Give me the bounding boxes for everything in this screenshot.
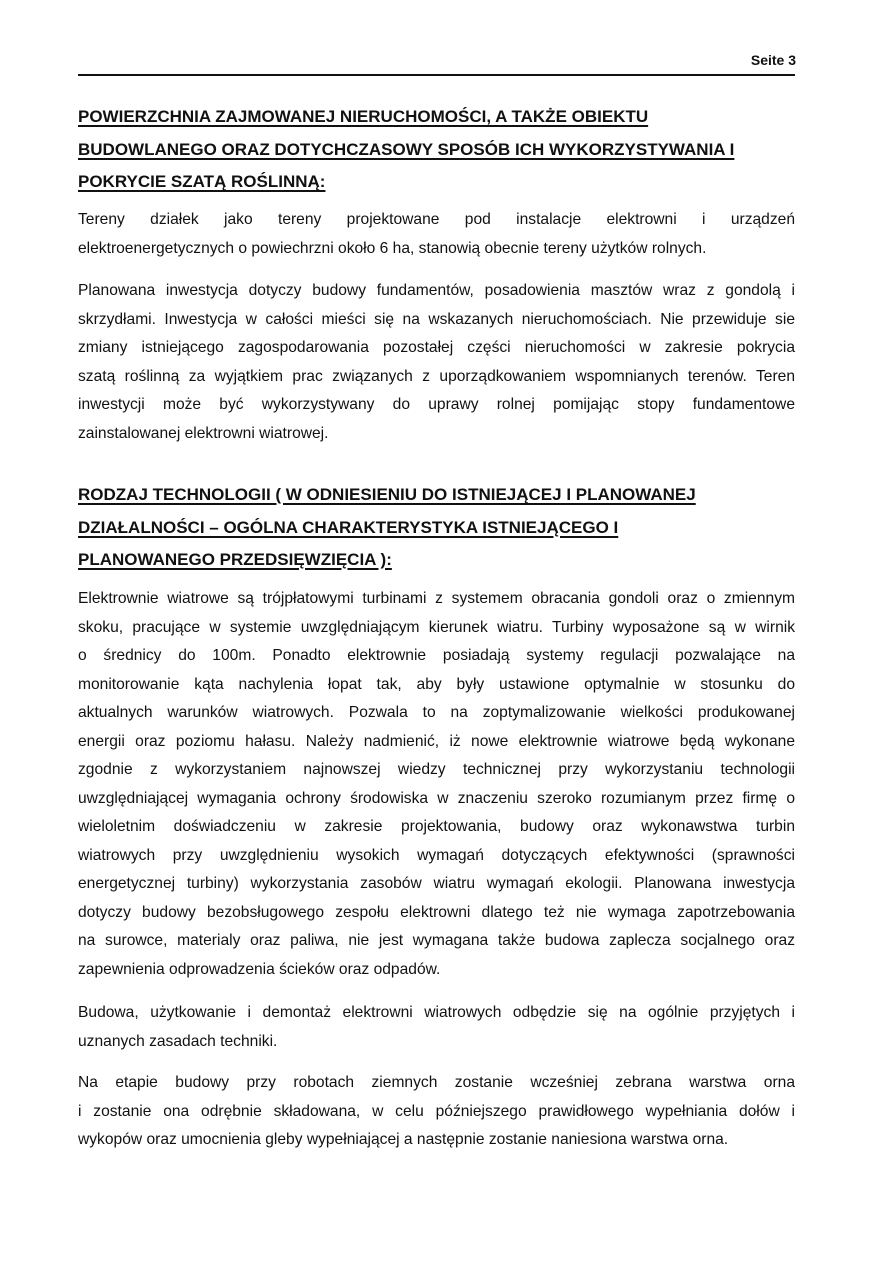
paragraph-line: Planowana inwestycja dotyczy budowy fundamentów, posadowienia masztów wraz z gondolą i xyxy=(78,282,795,299)
paragraph-line: wieloletnim doświadczeniu w zakresie projektowania, budowy oraz wykonawstwa turbin xyxy=(78,818,795,835)
paragraph-line: wykopów oraz umocnienia gleby wypełniającej a następnie zostanie naniesiona warstwa orna. xyxy=(78,1131,729,1148)
paragraph-line: zapewnienia odprowadzenia ścieków oraz odpadów. xyxy=(78,960,441,978)
paragraph xyxy=(78,585,795,984)
paragraph-line: uznanych zasadach techniki. xyxy=(78,1032,278,1050)
heading-text: POWIERZCHNIA ZAJMOWANEJ NIERUCHOMOŚCI, A TAKŻE OBIEKTU xyxy=(78,107,649,126)
paragraph xyxy=(78,277,795,448)
paragraph-line: na surowce, materialy oraz paliwa, nie jest wymagana także budowa zaplecza socjalnego oraz xyxy=(78,932,795,949)
paragraph-line: zainstalowanej elektrowni wiatrowej. xyxy=(78,424,329,442)
paragraph-line: aktualnych warunków wiatrowych. Pozwala to na zoptymalizowanie wielkości produkowanej xyxy=(78,704,795,721)
paragraph-line: uwzględniającej wymagania ochrony środowiska w znaczeniu szeroko rozumianym przez firmę o xyxy=(78,789,795,807)
paragraph-line: skrzydłami. Inwestycja w całości mieści się na wskazanych nieruchomościach. Nie przewiduje sie xyxy=(78,310,795,328)
paragraph-line: szatą roślinną za wyjątkiem prac związanych z uporządkowaniem wspomnianych terenów. Teren xyxy=(78,367,795,385)
heading-line xyxy=(78,134,795,167)
header-rule xyxy=(78,74,795,76)
heading-text: BUDOWLANEGO ORAZ DOTYCHCZASOWY SPOSÓB ICH WYKORZYSTYWANIA I xyxy=(78,139,735,159)
paragraph-line: elektroenergetycznych o powiechrzni około 6 ha, stanowią obecnie tereny użytków rolnych. xyxy=(78,239,707,257)
paragraph-line: inwestycji może być wykorzystywany do uprawy rolnej pomijając stopy fundamentowe xyxy=(78,396,795,413)
paragraph-line: zgodnie z wykorzystaniem najnowszej wiedzy technicznej przy wykorzystaniu technologii xyxy=(78,761,795,778)
paragraph-line: Na etapie budowy przy robotach ziemnych zostanie wcześniej zebrana warstwa orna xyxy=(78,1074,795,1091)
heading-line xyxy=(78,544,795,577)
paragraph-line: Elektrownie wiatrowe są trójpłatowymi turbinami z systemem obracania gondoli oraz o zmiennym xyxy=(78,590,795,607)
paragraph-line: Tereny działek jako tereny projektowane pod instalacje elektrowni i urządzeń xyxy=(78,211,795,228)
paragraph xyxy=(78,1069,795,1155)
section-heading xyxy=(78,101,795,199)
paragraph xyxy=(78,206,795,263)
heading-line xyxy=(78,101,795,134)
paragraph-line: zmiany istniejącego zagospodarowania pozostałej części nieruchomości w zakresie pokrycia xyxy=(78,339,795,356)
heading-text: RODZAJ TECHNOLOGII ( W ODNIESIENIU DO ISTNIEJĄCEJ I PLANOWANEJ xyxy=(78,485,696,504)
page-number: Seite 3 xyxy=(750,52,796,68)
paragraph-line: energii oraz poziomu hałasu. Należy nadmienić, iż nowe elektrownie wiatrowe będą wykonane xyxy=(78,732,795,750)
paragraph-line: monitorowanie kąta nachylenia łopat tak, aby były ustawione optymalnie w stosunku do xyxy=(78,675,795,693)
paragraph-line: dotyczy budowy bezobsługowego zespołu elektrowni dlatego też nie wymaga zapotrzebowania xyxy=(78,903,795,921)
paragraph-line: Budowa, użytkowanie i demontaż elektrowni wiatrowych odbędzie się na ogólnie przyjętych i xyxy=(78,1004,795,1021)
heading-line xyxy=(78,479,795,512)
heading-line xyxy=(78,166,795,199)
paragraph xyxy=(78,999,795,1056)
heading-text: POKRYCIE SZATĄ ROŚLINNĄ: xyxy=(78,172,326,191)
paragraph-line: o średnicy do 100m. Ponadto elektrownie posiadają systemy regulacji pozwalające na xyxy=(78,647,795,664)
paragraph-line: energetycznej turbiny) wykorzystania zasobów wiatru wymagań ekologii. Planowana inwestycja xyxy=(78,875,795,892)
heading-line xyxy=(78,512,795,545)
section-heading xyxy=(78,479,795,577)
paragraph-line: i zostanie ona odrębnie składowana, w celu późniejszego prawidłowego wypełniania dołów i xyxy=(78,1102,795,1120)
heading-text: PLANOWANEGO PRZEDSIĘWZIĘCIA ): xyxy=(78,550,392,569)
paragraph-line: wiatrowych przy uwzględnieniu wysokich wymagań dotyczących efektywności (sprawności xyxy=(78,846,795,864)
paragraph-line: skoku, pracujące w systemie uwzględniającym kierunek wiatru. Turbiny wyposażone są w wirnik xyxy=(78,618,795,636)
heading-text: DZIAŁALNOŚCI – OGÓLNA CHARAKTERYSTYKA ISTNIEJĄCEGO I xyxy=(78,517,619,537)
